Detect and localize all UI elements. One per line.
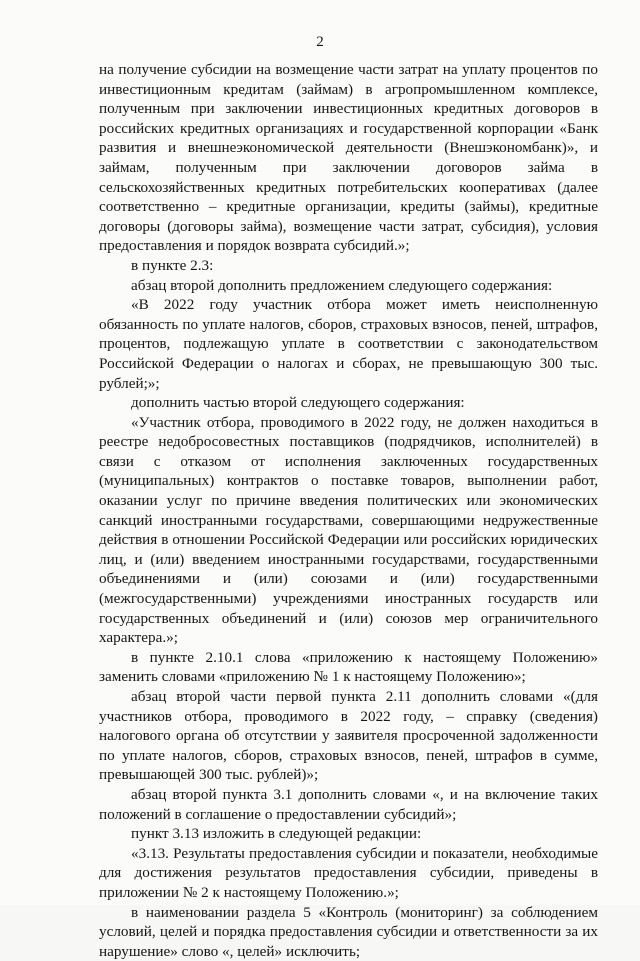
document-paragraph: «Участник отбора, проводимого в 2022 году, не должен находиться в реестре недобросовестных поставщиков (подрядчиков, исполнителей) в связи с отказом от исполнения заключенных государственных (муниципальных) контрактов о поставке товаров, выполнении работ, оказании услуг по причине введения политических или экономических санкций иностранными государствами, совершающими недружественные действия в отношении Российской Федерации или российских юридических лиц, и (или) введением иностранными государствами, государственными объединениями и (или) союзами и (или) государственными (межгосударственными) учреждениями иностранных государств или государственных объединений и (или) союзов мер ограничительного характера.»; [99,413,598,647]
document-paragraph: «В 2022 году участник отбора может иметь неисполненную обязанность по уплате налогов, сборов, страховых взносов, пеней, штрафов, процентов, подлежащую уплате в соответствии с законодательством Российской Федерации о налогах и сборах, не превышающую 300 тыс. рублей;»; [99,296,598,392]
document-paragraph: абзац второй дополнить предложением следующего содержания: [131,276,553,294]
document-paragraph: на получение субсидии на возмещение части затрат на уплату процентов по инвестиционным кредитам (займам) в агропромышленном комплексе, полученным при заключении инвестиционных кредитных договоров в российских кредитных организациях и государственной корпорации «Банк развития и внешнеэкономической деятельности (Внешэкономбанк)», и займам, полученным при заключении договоров займа в сельскохозяйственных кредитных потребительских кооперативах (далее соответственно – кредитные организации, кредиты (займы), кредитные договоры (договоры займа), возмещение части затрат, субсидия), условия предоставления и порядок возврата субсидий.»; [99,61,598,255]
document-body [99,60,598,961]
document-paragraph: в пункте 2.10.1 слова «приложению к настоящему Положению» заменить словами «приложению № 1 к настоящему Положению»; [99,648,598,686]
document-paragraph: «3.13. Результаты предоставления субсидии и показатели, необходимые для достижения результатов предоставления субсидии, приведены в приложении № 2 к настоящему Положению.»; [99,844,598,901]
document-paragraph: в наименовании раздела 5 «Контроль (мониторинг) за соблюдением условий, целей и порядка предоставления субсидии и ответственности за их нарушение» слово «, целей» исключить; [99,903,598,960]
document-paragraph: дополнить частью второй следующего содержания: [131,394,465,412]
document-paragraph: в пункте 2.3: [131,256,214,274]
page-number: 2 [316,34,324,50]
document-paragraph: абзац второй части первой пункта 2.11 дополнить словами «(для участников отбора, проводимого в 2022 году, – справку (сведения) налогового органа об отсутствии у заявителя просроченной задолженности по уплате налогов, сборов, страховых взносов, пеней, штрафов в сумме, превышающей 300 тыс. рублей)»; [99,688,598,784]
document-paragraph: пункт 3.13 изложить в следующей редакции: [131,825,422,843]
document-paragraph: абзац второй пункта 3.1 дополнить словами «, и на включение таких положений в соглашение о предоставлении субсидий»; [99,785,598,823]
